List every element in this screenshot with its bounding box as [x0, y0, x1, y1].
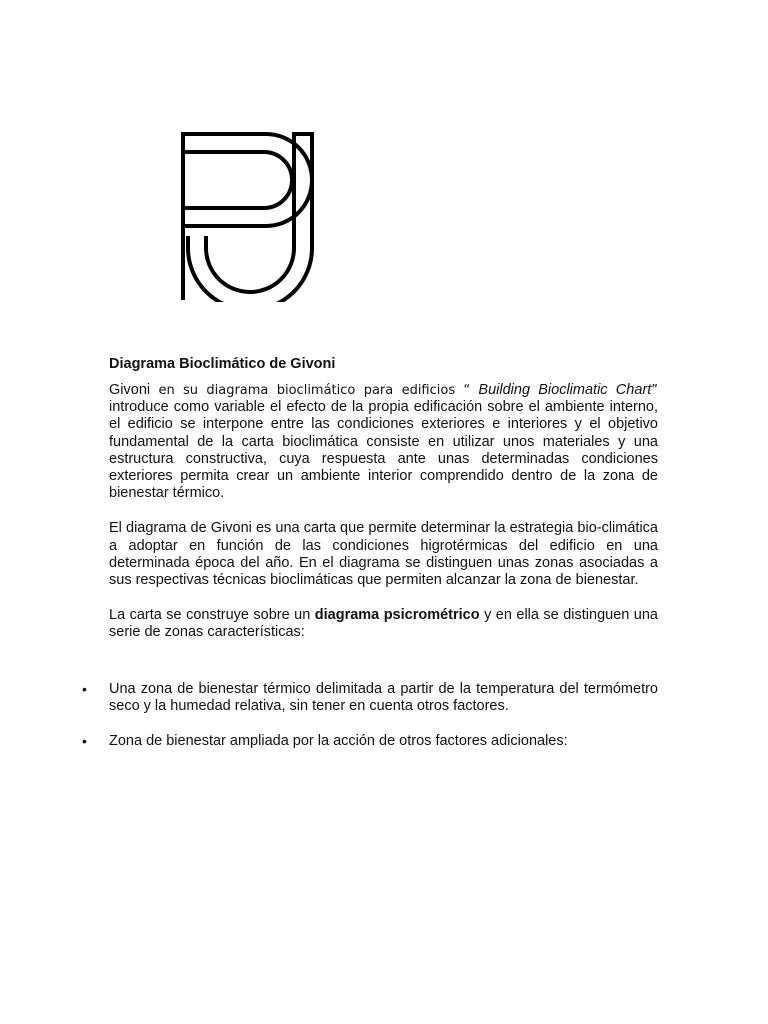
- quote-open: “: [455, 383, 471, 398]
- bullet-text: Zona de bienestar ampliada por la acción de otros factores adicionales:: [109, 733, 568, 750]
- paragraph-1-rest: introduce como variable el efecto de la propia edificación sobre el ambiente interno, el edificio se interpone entre las condiciones exteriores e interiores y el objetivo fundamental de la carta bioclimática consiste en utilizar unos materiales y una estructura constructiva, cuya respuesta ante unas determinadas condiciones exteriores permita crear un ambiente interior comprendido dentro de la zona de bienestar térmico.: [109, 399, 658, 502]
- psychrometric-term: diagrama psicrométrico: [314, 607, 480, 624]
- paragraph-1-thin: en su diagrama bioclimático para edificios: [150, 383, 456, 398]
- paragraph-1-lead: Givoni: [109, 382, 151, 398]
- bullet-marker: •: [82, 733, 87, 750]
- pj-logo: [180, 130, 316, 302]
- paragraph-2: El diagrama de Givoni es una carta que permite determinar la estrategia bio-climática a adoptar en función de las condiciones higrotérmicas del edificio en una determinada época del año. En el diagrama se distinguen unas zonas asociadas a sus respectivas técnicas bioclimáticas que permiten alcanzar la zona de bienestar.: [109, 520, 658, 589]
- chart-name-italic: Building Bioclimatic Chart: [470, 382, 652, 398]
- paragraph-3-after: y en ella se distinguen una serie de zonas características:: [109, 607, 658, 641]
- list-item: [82, 681, 658, 715]
- bullet-text: Una zona de bienestar térmico delimitada a partir de la temperatura del termómetro seco y la humedad relativa, sin tener en cuenta otros factores.: [109, 681, 658, 715]
- paragraph-1: [109, 382, 658, 502]
- list-item: [82, 733, 658, 750]
- document-body: [109, 356, 658, 642]
- paragraph-3-before: La carta se construye sobre un: [109, 607, 315, 624]
- paragraph-3: [109, 607, 658, 641]
- bullet-marker: •: [82, 681, 87, 697]
- document-title: Diagrama Bioclimático de Givoni: [109, 356, 336, 372]
- bullet-list: [82, 681, 658, 769]
- quote-close: ”: [651, 383, 658, 398]
